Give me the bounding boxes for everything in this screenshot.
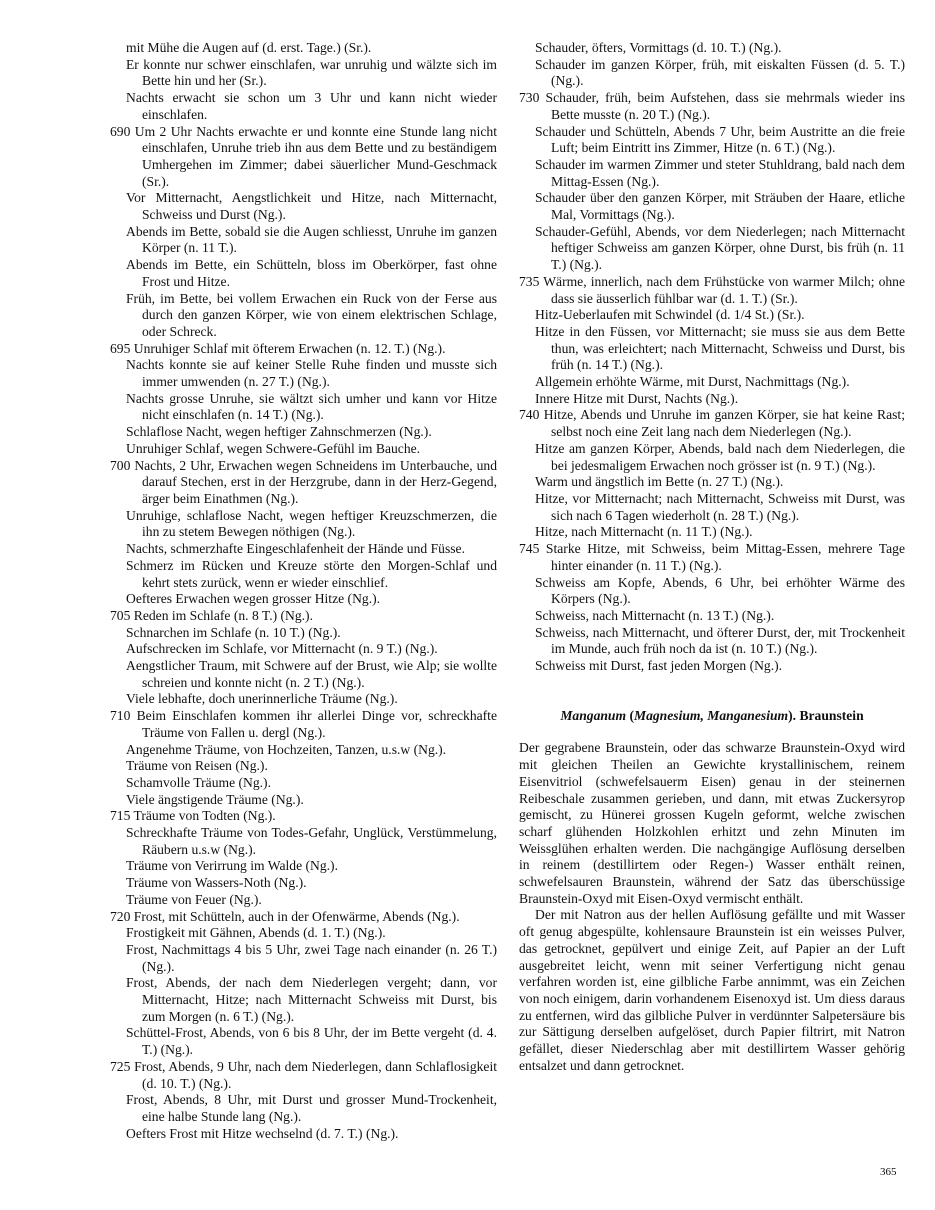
entry: Innere Hitze mit Durst, Nachts (Ng.).	[535, 390, 739, 406]
heading-name: Manganum	[560, 707, 627, 723]
entry: Frost, Nachmittags 4 bis 5 Uhr, zwei Tage nach einander (n. 26 T.) (Ng.).	[126, 941, 497, 974]
heading-synonyms: Magnesium, Manganesium	[634, 707, 789, 723]
numbered-entry: 735 Wärme, innerlich, nach dem Frühstücke von warmer Milch; ohne dass sie äusserlich fühlbar war (d. 1. T.) (Sr.).	[519, 273, 905, 306]
entry: Nachts, schmerzhafte Eingeschlafenheit der Hände und Füsse.	[126, 541, 465, 557]
entry: Frostigkeit mit Gähnen, Abends (d. 1. T.) (Ng.).	[126, 925, 386, 941]
page-number: 365	[880, 1166, 897, 1178]
entry: Oefteres Erwachen wegen grosser Hitze (Ng.).	[126, 591, 381, 607]
entry: Unruhige, schlaflose Nacht, wegen heftiger Kreuzschmerzen, die ihn zu stetem Bewegen nöthigen (Ng.).	[126, 507, 497, 540]
entry: Träume von Reisen (Ng.).	[126, 758, 268, 774]
right-column	[519, 40, 905, 1074]
entry: Abends im Bette, ein Schütteln, bloss im Oberkörper, fast ohne Frost und Hitze.	[126, 257, 497, 289]
entry: Vor Mitternacht, Aengstlichkeit und Hitze, nach Mitternacht, Schweiss und Durst (Ng.).	[126, 190, 497, 223]
numbered-entry: 720 Frost, mit Schütteln, auch in der Ofenwärme, Abends (Ng.).	[110, 908, 460, 924]
entry: Schnarchen im Schlafe (n. 10 T.) (Ng.).	[126, 624, 341, 640]
entry: Schauder, öfters, Vormittags (d. 10. T.) (Ng.).	[535, 40, 782, 55]
entry: Schweiss, nach Mitternacht (n. 13 T.) (Ng.).	[535, 607, 775, 623]
entry: Schreckhafte Träume von Todes-Gefahr, Unglück, Verstümmelung, Räubern u.s.w (Ng.).	[126, 825, 497, 857]
entry: Hitze am ganzen Körper, Abends, bald nach dem Niederlegen, die bei jedesmaligem Erwachen noch grösser ist (n. 9 T.) (Ng.).	[535, 440, 905, 473]
entry: Hitz-Ueberlaufen mit Schwindel (d. 1/4 St.) (Sr.).	[535, 307, 805, 323]
entry: Schweiss mit Durst, fast jeden Morgen (Ng.).	[535, 658, 783, 674]
section-paragraph: Der mit Natron aus der hellen Auflösung gefällte und mit Wasser oft genug abgespülte, kohlensaure Braunstein ist ein weisses Pulver, das getrocknet, gepülvert und einige Zeit, auf Papier an der Luft ausgebreitet leicht, wenn mit seiner Verfertigung nicht genau verfahren worden ist, eine gilbliche Farbe annimmt, was ein Zeichen von noch einigem, darin vorhandenem Eisenoxyd ist. Um diess daraus zu entfernen, wird das gilbliche Pulver in verdünnter Salpetersäure bis zur Sättigung derselben aufgelöset, durch Papier filtrirt, mit Natron gefället, dieser Niederschlag aber mit destillirtem Wasser gehörig entsalzet und dann getrocknet.	[519, 907, 905, 1073]
entry: Oefters Frost mit Hitze wechselnd (d. 7. T.) (Ng.).	[126, 1125, 399, 1141]
numbered-entry: 705 Reden im Schlafe (n. 8 T.) (Ng.).	[110, 607, 313, 623]
entry: Schamvolle Träume (Ng.).	[126, 774, 271, 790]
numbered-entry: 740 Hitze, Abends und Unruhe im ganzen Körper, sie hat keine Rast; selbst noch eine Zeit lang nach dem Niederlegen (Ng.).	[519, 407, 905, 440]
left-column	[110, 40, 497, 1142]
section-heading: Manganum (Magnesium, Manganesium). Braunstein	[560, 707, 864, 723]
entry: Unruhiger Schlaf, wegen Schwere-Gefühl im Bauche.	[126, 440, 421, 456]
entry: Hitze in den Füssen, vor Mitternacht; sie muss sie aus dem Bette thun, was erleichtert; nach Mitternacht, Schweiss und Durst, bis früh (n. 14 T.) (Ng.).	[535, 323, 905, 373]
entry: Viele lebhafte, doch unerinnerliche Träume (Ng.).	[126, 691, 398, 707]
entry: Schauder über den ganzen Körper, mit Sträuben der Haare, etliche Mal, Vormittags (Ng.).	[535, 190, 905, 223]
right-entries	[519, 40, 905, 675]
entry: Frost, Abends, 8 Uhr, mit Durst und grosser Mund-Trockenheit, eine halbe Stunde lang (Ng.).	[126, 1092, 497, 1124]
entry: Hitze, nach Mitternacht (n. 11 T.) (Ng.).	[535, 524, 753, 540]
entry: mit Mühe die Augen auf (d. erst. Tage.) (Sr.).	[126, 40, 372, 55]
entry: Träume von Wassers-Noth (Ng.).	[126, 875, 307, 891]
entry: Schauder im ganzen Körper, früh, mit eiskalten Füssen (d. 5. T.) (Ng.).	[535, 56, 905, 89]
entry: Schweiss, nach Mitternacht, und öfterer Durst, der, mit Trockenheit im Munde, auch früh noch da ist (n. 10 T.) (Ng.).	[535, 624, 905, 657]
entry: Viele ängstigende Träume (Ng.).	[126, 791, 304, 807]
section-paragraph: Der gegrabene Braunstein, oder das schwarze Braunstein-Oxyd wird mit gleichen Theilen an Gewichte krystallinischem, reinem Eisenvitriol (schwefelsauerm Eisen) genau in der steinernen Reibeschale zusammen gerieben, und dann, mit etwas Zuckersyrop gemischt, zu Hünerei grossen Kugeln geformt, welche zwischen scharf glühenden Holzkohlen erhitzt und zehn Minuten im Weissglühen erhalten werden. Die nachgängige Auflösung derselben in reinem (destillirtem oder Regen-) Wasser enthält reinen, schwefelsauren Braunstein, während der Satz das überschüssige Braunstein-Oxyd mit Eisen-Oxyd vermischt enthält.	[519, 740, 905, 906]
entry: Träume von Feuer (Ng.).	[126, 891, 262, 907]
entry: Frost, Abends, der nach dem Niederlegen vergeht; dann, vor Mitternacht, Hitze; nach Mitternacht Schweiss mit Durst, bis zum Morgen (n. 6 T.) (Ng.).	[126, 975, 497, 1024]
entry: Warm und ängstlich im Bette (n. 27 T.) (Ng.).	[535, 474, 784, 490]
heading-title: Braunstein	[799, 707, 864, 723]
entry: Schlaflose Nacht, wegen heftiger Zahnschmerzen (Ng.).	[126, 424, 432, 440]
entry: Schauder-Gefühl, Abends, vor dem Niederlegen; nach Mitternacht heftiger Schweiss am ganzen Körper, ohne Durst, bis früh (n. 11 T.) (Ng.).	[535, 223, 905, 273]
entry: Aufschrecken im Schlafe, vor Mitternacht (n. 9 T.) (Ng.).	[126, 641, 438, 657]
numbered-entry: 730 Schauder, früh, beim Aufstehen, dass sie mehrmals wieder ins Bette musste (n. 20 T.) (Ng.).	[519, 90, 905, 122]
entry: Er konnte nur schwer einschlafen, war unruhig und wälzte sich im Bette hin und her (Sr.).	[126, 56, 497, 89]
entry: Allgemein erhöhte Wärme, mit Durst, Nachmittags (Ng.).	[535, 374, 850, 390]
numbered-entry: 725 Frost, Abends, 9 Uhr, nach dem Niederlegen, dann Schlaflosigkeit (d. 10. T.) (Ng.).	[110, 1058, 497, 1091]
entry: Schweiss am Kopfe, Abends, 6 Uhr, bei erhöhter Wärme des Körpers (Ng.).	[535, 574, 905, 607]
entry: Nachts konnte sie auf keiner Stelle Ruhe finden und musste sich immer umwenden (n. 27 T.) (Ng.).	[126, 357, 497, 390]
entry: Nachts erwacht sie schon um 3 Uhr und kann nicht wieder einschlafen.	[126, 90, 497, 122]
numbered-entry: 745 Starke Hitze, mit Schweiss, beim Mittag-Essen, mehrere Tage hinter einander (n. 11 T.) (Ng.).	[519, 541, 905, 573]
entry: Aengstlicher Traum, mit Schwere auf der Brust, wie Alp; sie wollte schreien und konnte nicht (n. 2 T.) (Ng.).	[126, 658, 497, 690]
numbered-entry: 690 Um 2 Uhr Nachts erwachte er und konnte eine Stunde lang nicht einschlafen, Unruhe trieb ihn aus dem Bette und zu beständigem Umhergehen im Zimmer; dabei säuerlicher Mund-Geschmack (Sr.).	[110, 123, 497, 189]
numbered-entry: 715 Träume von Todten (Ng.).	[110, 808, 276, 824]
entry: Angenehme Träume, von Hochzeiten, Tanzen, u.s.w (Ng.).	[126, 741, 447, 757]
entry: Träume von Verirrung im Walde (Ng.).	[126, 858, 338, 874]
entry: Hitze, vor Mitternacht; nach Mitternacht, Schweiss mit Durst, was sich nach 6 Tagen wiederholt (n. 28 T.) (Ng.).	[535, 490, 905, 523]
entry: Schmerz im Rücken und Kreuze störte den Morgen-Schlaf und kehrt stets zurück, wenn er wieder einschlief.	[126, 557, 497, 590]
numbered-entry: 700 Nachts, 2 Uhr, Erwachen wegen Schneidens im Unterbauche, und darauf Stechen, erst in der Herzgrube, dann in der Herz-Gegend, ärger beim Einathmen (Ng.).	[110, 457, 497, 506]
entry: Nachts grosse Unruhe, sie wältzt sich umher und kann vor Hitze nicht einschlafen (n. 14 T.) (Ng.).	[126, 390, 497, 423]
entry: Schauder im warmen Zimmer und steter Stuhldrang, bald nach dem Mittag-Essen (Ng.).	[535, 156, 905, 189]
entry: Früh, im Bette, bei vollem Erwachen ein Ruck von der Ferse aus durch den ganzen Körper, wie von einem elektrischen Schlage, oder Schreck.	[126, 290, 497, 339]
numbered-entry: 710 Beim Einschlafen kommen ihr allerlei Dinge vor, schreckhafte Träume von Fallen u. dergl (Ng.).	[110, 708, 497, 740]
numbered-entry: 695 Unruhiger Schlaf mit öfterem Erwachen (n. 12. T.) (Ng.).	[110, 340, 446, 356]
entry: Schauder und Schütteln, Abends 7 Uhr, beim Austritte an die freie Luft; beim Eintritt ins Zimmer, Hitze (n. 6 T.) (Ng.).	[535, 123, 905, 156]
entry: Schüttel-Frost, Abends, von 6 bis 8 Uhr, der im Bette vergeht (d. 4. T.) (Ng.).	[126, 1025, 497, 1058]
entry: Abends im Bette, sobald sie die Augen schliesst, Unruhe im ganzen Körper (n. 11 T.).	[126, 223, 497, 256]
